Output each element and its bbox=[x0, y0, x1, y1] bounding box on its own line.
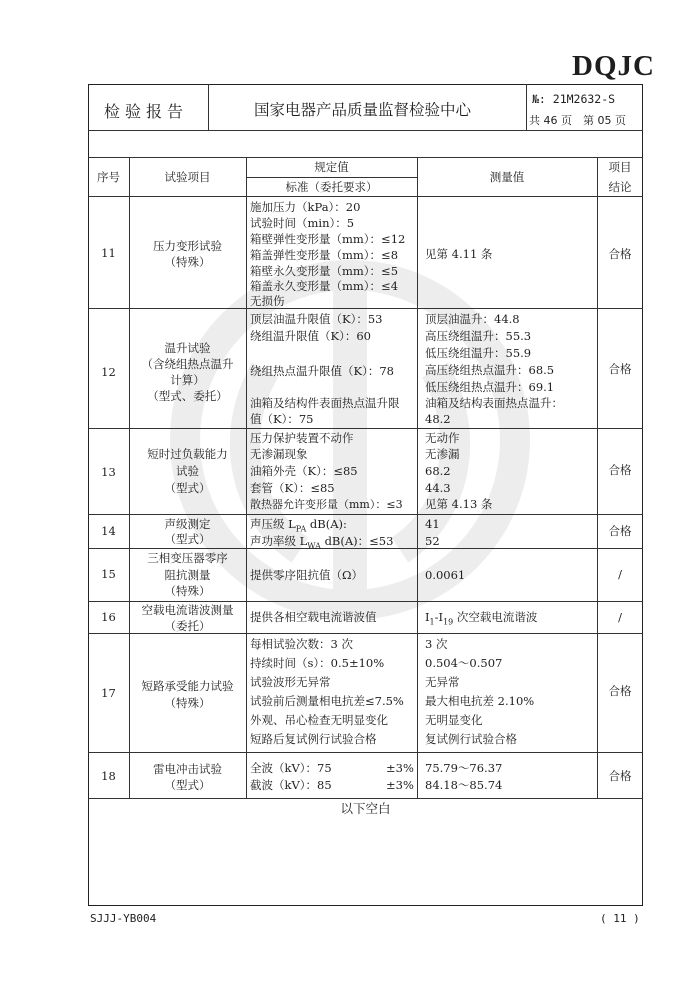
row-measured-line: 75.79～76.37 bbox=[425, 761, 503, 775]
row-spec-line: 全波（kV）：75 bbox=[250, 761, 332, 775]
col-conclusion-header: 结论 bbox=[608, 180, 632, 194]
end-note: 以下空白 bbox=[340, 801, 391, 816]
row-measured-line: 无异常 bbox=[425, 675, 460, 689]
row-item: （型式） bbox=[164, 481, 211, 495]
col-conclusion-header: 项目 bbox=[608, 160, 632, 174]
row-measured-line: 无动作 bbox=[425, 431, 460, 445]
row-spec-line: 短路后复试例行试验合格 bbox=[250, 732, 377, 746]
row-result: / bbox=[618, 610, 622, 624]
row-measured-line: 低压绕组热点温升：69.1 bbox=[425, 380, 555, 394]
dqjc-logo: DQJC bbox=[572, 50, 655, 82]
row-item: 计算） bbox=[170, 373, 205, 387]
col-spec-header: 规定值 bbox=[314, 160, 349, 174]
row-item: 阻抗测量 bbox=[164, 568, 211, 582]
row-result: 合格 bbox=[608, 524, 632, 538]
row-measured-line: 最大相电抗差 2.10% bbox=[425, 694, 535, 708]
row-measured-line: 见第 4.13 条 bbox=[425, 497, 493, 511]
row-spec-line: 套管（K）：≤85 bbox=[250, 481, 335, 495]
row-spec-line: 提供零序阻抗值（Ω） bbox=[250, 568, 364, 582]
row-measured-line: 高压绕组热点温升：68.5 bbox=[425, 363, 555, 377]
row-measured-line: 顶层油温升：44.8 bbox=[425, 312, 520, 326]
row-result: / bbox=[618, 567, 622, 581]
row-item: （委托） bbox=[164, 619, 211, 633]
row-spec-line: 油箱及结构件表面热点温升限 bbox=[250, 396, 400, 410]
row-measured-line: 油箱及结构表面热点温升： bbox=[425, 396, 563, 410]
row-result: 合格 bbox=[608, 463, 632, 477]
row-spec-line: 箱盖永久变形量（mm）：≤4 bbox=[250, 279, 399, 293]
row-item: 温升试验 bbox=[164, 341, 211, 355]
row-item: （特殊） bbox=[164, 255, 211, 269]
row-spec-line: 试验波形无异常 bbox=[250, 675, 331, 689]
row-no: 17 bbox=[101, 686, 116, 700]
row-item: 试验 bbox=[176, 464, 199, 478]
row-spec-line: 提供各相空载电流谐波值 bbox=[250, 610, 377, 624]
row-no: 13 bbox=[101, 465, 116, 479]
row-spec-line: 无渗漏现象 bbox=[250, 447, 308, 461]
row-measured-line: 见第 4.11 条 bbox=[425, 247, 493, 261]
row-measured-line: 3 次 bbox=[425, 637, 448, 651]
row-spec-line: 试验时间（min）：5 bbox=[250, 216, 355, 230]
row-item: （特殊） bbox=[164, 696, 211, 710]
harmonic-measured: $I_1-I_{19}$ 次空载电流谐波 bbox=[425, 610, 538, 627]
row-spec-line: 试验前后测量相电抗差≤7.5% bbox=[250, 694, 404, 708]
row-spec-line: 绕组温升限值（K）：60 bbox=[250, 329, 371, 343]
row-spec-line: 顶层油温升限值（K）：53 bbox=[250, 312, 383, 326]
institution-name: 国家电器产品质量监督检验中心 bbox=[254, 101, 472, 119]
row-measured-line: 低压绕组温升：55.9 bbox=[425, 346, 532, 360]
report-number: №: 21M2632-S bbox=[532, 92, 616, 106]
row-spec-tolerance: ±3% bbox=[386, 761, 414, 775]
row-measured-line: 52 bbox=[425, 534, 440, 548]
row-spec-line: 散热器允许变形量（mm）：≤3 bbox=[250, 498, 403, 511]
row-item: 压力变形试验 bbox=[153, 239, 222, 253]
col-standard-header: 标准（委托要求） bbox=[285, 180, 378, 194]
row-item: （型式） bbox=[164, 778, 211, 792]
row-result: 合格 bbox=[608, 769, 632, 783]
row-no: 14 bbox=[101, 524, 116, 538]
page-reference: ( 11 ) bbox=[600, 912, 640, 925]
row-item: 雷电冲击试验 bbox=[153, 762, 222, 776]
col-seq-header: 序号 bbox=[97, 170, 120, 184]
row-spec-line: 值（K）：75 bbox=[250, 412, 314, 426]
report-title: 检验报告 bbox=[104, 102, 189, 121]
row-result: 合格 bbox=[608, 362, 632, 376]
row-result: 合格 bbox=[608, 247, 632, 261]
row-spec-line: 截波（kV）：85 bbox=[250, 778, 332, 792]
row-measured-line: 84.18～85.74 bbox=[425, 778, 503, 792]
row-item: 三相变压器零序 bbox=[147, 551, 228, 565]
row-item: （特殊） bbox=[164, 584, 211, 598]
row-item: 短时过负载能力 bbox=[147, 447, 228, 461]
row-spec-line: 每相试验次数：3 次 bbox=[250, 637, 353, 651]
row-spec-line: 绕组热点温升限值（K）：78 bbox=[250, 364, 394, 378]
row-measured-line: 44.3 bbox=[425, 481, 451, 495]
row-item: 声级测定 bbox=[164, 517, 211, 531]
row-result: 合格 bbox=[608, 684, 632, 698]
row-measured-line: 41 bbox=[425, 517, 440, 531]
sound-pressure-spec: 声压级 $L_{PA}$ dB(A): bbox=[250, 517, 347, 534]
row-measured-line: 无渗漏 bbox=[425, 447, 460, 461]
row-item: （型式） bbox=[164, 532, 211, 546]
row-no: 15 bbox=[101, 567, 116, 581]
row-item: 空载电流谐波测量 bbox=[141, 603, 234, 617]
row-measured-line: 无明显变化 bbox=[425, 713, 483, 727]
row-item: （型式、委托） bbox=[147, 389, 228, 403]
row-no: 16 bbox=[101, 610, 116, 624]
row-measured-line: 高压绕组温升：55.3 bbox=[425, 329, 532, 343]
row-spec-tolerance: ±3% bbox=[386, 778, 414, 792]
row-item: （含绕组热点温升 bbox=[141, 357, 234, 371]
row-spec-line: 压力保护装置不动作 bbox=[250, 431, 354, 445]
row-measured-line: 68.2 bbox=[425, 464, 451, 478]
row-spec-line: 箱壁弹性变形量（mm）：≤12 bbox=[250, 232, 406, 246]
row-item: 短路承受能力试验 bbox=[141, 679, 234, 693]
page-count: 共 46 页 第 05 页 bbox=[529, 114, 626, 127]
row-no: 11 bbox=[101, 246, 116, 260]
row-spec-line: 无损伤 bbox=[250, 294, 285, 308]
row-spec-line: 持续时间（s）：0.5±10% bbox=[250, 656, 385, 670]
row-spec-line: 油箱外壳（K）：≤85 bbox=[250, 464, 358, 478]
row-measured-line: 0.0061 bbox=[425, 568, 466, 582]
row-no: 18 bbox=[101, 769, 116, 783]
form-code: SJJJ-YB004 bbox=[90, 912, 157, 925]
row-measured-line: 48.2 bbox=[425, 412, 451, 426]
sound-power-spec: 声功率级 $L_{WA}$ dB(A)：≤53 bbox=[250, 534, 394, 551]
row-spec-line: 施加压力（kPa）：20 bbox=[250, 200, 361, 214]
row-spec-line: 箱壁永久变形量（mm）：≤5 bbox=[250, 264, 399, 278]
row-measured-line: 0.504～0.507 bbox=[425, 656, 503, 670]
row-spec-line: 外观、吊心检查无明显变化 bbox=[250, 713, 388, 727]
col-item-header: 试验项目 bbox=[164, 170, 211, 184]
row-spec-line: 箱盖弹性变形量（mm）：≤8 bbox=[250, 248, 399, 262]
row-measured-line: 复试例行试验合格 bbox=[425, 732, 517, 746]
row-no: 12 bbox=[101, 365, 116, 379]
col-measured-header: 测量值 bbox=[489, 170, 525, 184]
